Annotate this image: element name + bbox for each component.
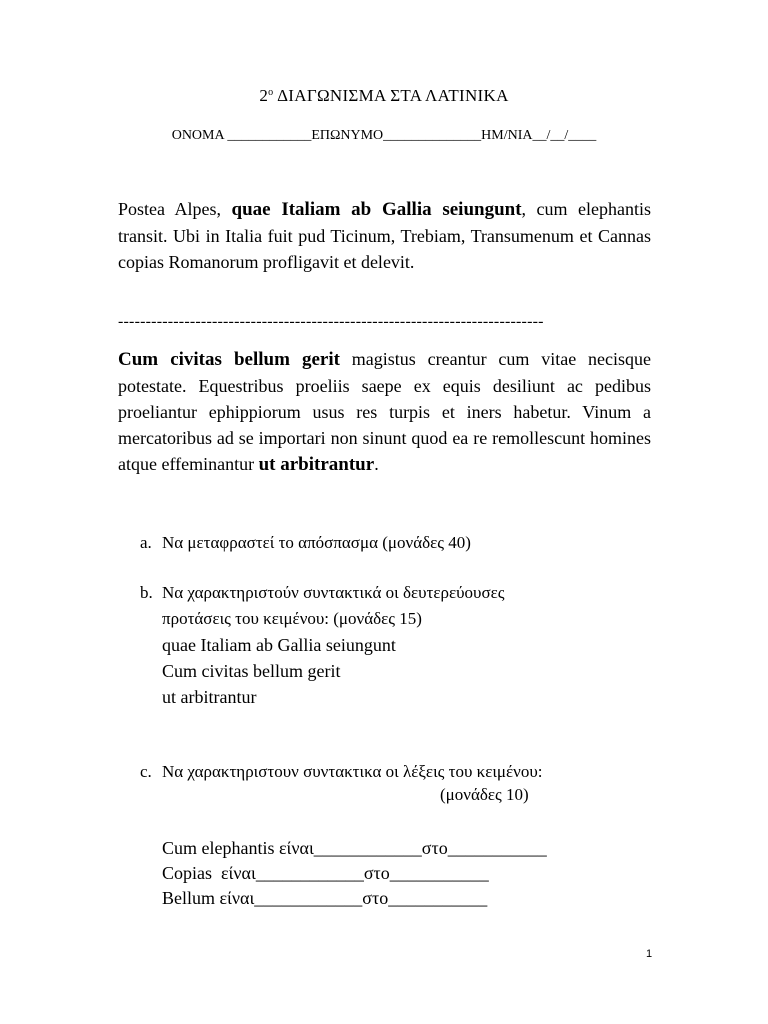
title-ordinal: ο [268,87,274,98]
question-b-item: ut arbitrantur [162,687,257,707]
question-b-line2: προτάσεις του κειμένου: (μονάδες 15) [162,609,422,628]
fill-in-line: Cum elephantis είναι____________στο___________ [162,838,547,858]
question-b-body [162,580,505,710]
passage1-start: Postea Alpes, [118,199,232,219]
separator-line: ----------------------------------------------------------------------------- [118,313,544,330]
question-c-marks: (μονάδες 10) [440,785,529,804]
title-text: ΔΙΑΓΩΝΙΣΜΑ ΣΤΑ ΛΑΤΙΝΙΚΑ [277,86,509,105]
question-c-text: Να χαρακτηριστουν συντακτικα οι λέξεις του κειμένου: [162,762,543,781]
exam-title [0,86,768,106]
passage2-highlight-1: Cum civitas bellum gerit [118,349,340,370]
question-a-letter: a. [140,533,152,552]
question-b-item: Cum civitas bellum gerit [162,661,341,681]
question-a-text: Να μεταφραστεί το απόσπασμα (μονάδες 40) [162,533,471,552]
fill-in-line: Bellum είναι____________στο___________ [162,888,488,908]
question-b-line1: Να χαρακτηριστούν συντακτικά οι δευτερεύουσες [162,583,505,602]
latin-passage-2 [118,346,651,478]
question-b-letter: b. [140,583,153,602]
passage1-highlight: quae Italiam ab Gallia seiungunt [231,199,522,220]
student-fields-line: ΟΝΟΜΑ ____________ΕΠΩΝΥΜΟ______________ΗΜ/ΝΙΑ__/__/____ [171,128,597,143]
title-number: 2 [259,86,269,105]
passage2-highlight-2: ut arbitrantur [258,454,375,475]
passage2-end: . [374,454,379,474]
page-number: 1 [646,948,653,960]
passage1-rest: , cum elephantis transit. Ubi in Italia fuit pud Ticinum, Trebiam, Transumenum et Cannas copias Romanorum profligavit et delevit. [118,199,652,272]
latin-passage-1 [118,196,651,275]
question-b-item: quae Italiam ab Gallia seiungunt [162,635,396,655]
question-c-letter: c. [140,762,152,781]
passage2-middle: magistus creantur cum vitae necisque potestate. Equestribus proeliis saepe ex equis desiliunt ac pedibus proeliantur ephippiorum usus res turpis et iners habetur. Vinum a mercatoribus ad se importari non sinunt quod ea re remollescunt homines atque effeminantur [118,349,651,474]
fill-in-line: Copias είναι____________στο___________ [162,863,489,883]
